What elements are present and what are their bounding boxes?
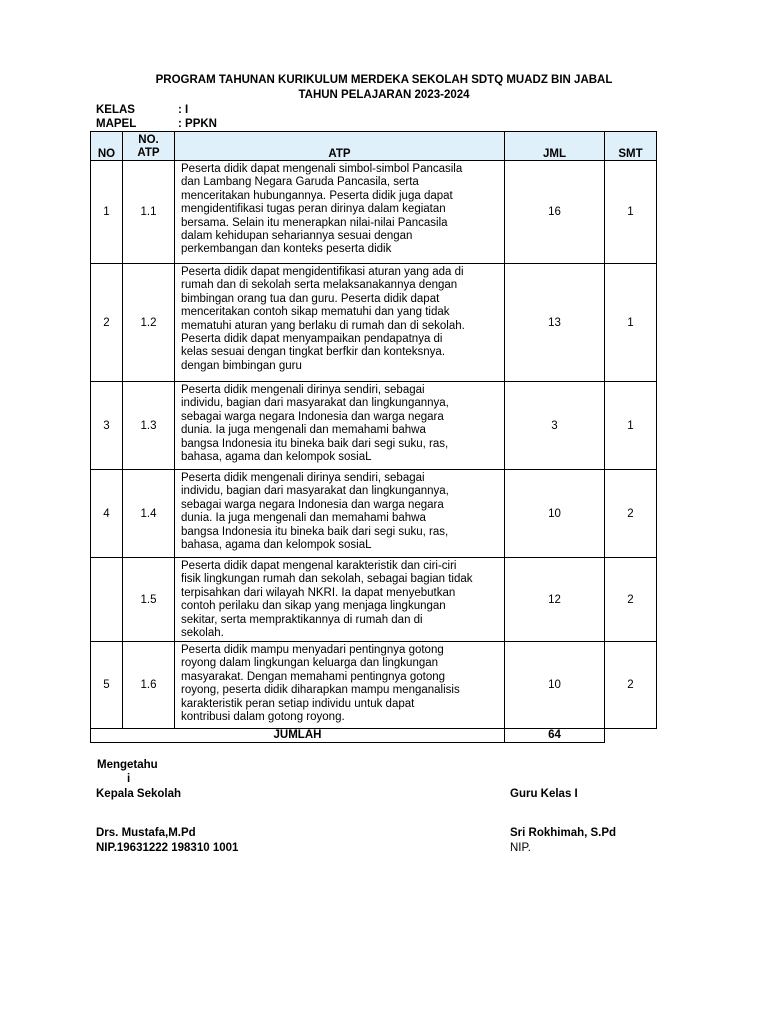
mengetahui-label-wrap: i	[127, 773, 131, 785]
atp-line: Peserta didik mampu menyadari pentingnya gotong	[181, 644, 444, 656]
row-jml: 10	[505, 470, 605, 558]
row-atp-text	[175, 382, 505, 470]
atp-line: terpisahkan dari wilayah NKRI. Ia dapat menyebutkan	[181, 586, 456, 599]
atp-line: bimbingan orang tua dan guru. Peserta didik dapat	[181, 292, 440, 305]
jumlah-empty-cell	[605, 729, 657, 743]
row-no-atp: 1.1	[123, 161, 175, 264]
atp-line: menceritakan hubungannya. Peserta didik juga dapat	[181, 189, 453, 202]
row-atp-text	[175, 470, 505, 558]
atp-line: royong, peserta didik diharapkan mampu menganalisis	[181, 684, 460, 697]
row-no	[91, 558, 123, 642]
atp-line: dunia. Ia juga mengenali dan memahami bahwa	[181, 424, 426, 437]
program-table	[90, 131, 657, 743]
row-no: 2	[91, 264, 123, 382]
kepala-sekolah-nip: NIP.19631222 198310 1001	[96, 842, 239, 854]
kepala-sekolah-name: Drs. Mustafa,M.Pd	[96, 827, 196, 839]
mapel-label: MAPEL	[96, 118, 137, 130]
row-smt: 2	[605, 558, 657, 642]
atp-line: masyarakat. Dengan memahami pentingnya gotong	[181, 670, 446, 683]
atp-line: bersama. Selain itu menerapkan nilai-nilai Pancasila	[181, 216, 448, 229]
row-jml: 16	[505, 161, 605, 264]
table-header-row	[91, 132, 657, 161]
table-row	[91, 558, 657, 642]
atp-line: mematuhi aturan yang berlaku di rumah dan di sekolah.	[181, 319, 465, 332]
atp-line: menceritakan contoh sikap mematuhi dan yang tidak	[181, 306, 450, 319]
row-no-atp: 1.2	[123, 264, 175, 382]
atp-line: rumah dan di sekolah serta melaksanakannya dengan	[181, 279, 458, 292]
atp-line: kontribusi dalam gotong royong.	[181, 711, 345, 724]
row-atp-text	[175, 558, 505, 642]
row-jml: 13	[505, 264, 605, 382]
row-smt: 2	[605, 470, 657, 558]
table-row	[91, 470, 657, 558]
table-row	[91, 642, 657, 729]
table-row	[91, 382, 657, 470]
atp-line: Peserta didik mengenali dirinya sendiri, sebagai	[181, 384, 425, 396]
atp-line: sekolah.	[181, 627, 224, 640]
row-atp-text	[175, 264, 505, 382]
atp-line: dalam kehidupan sehariannya sesuai dengan	[181, 230, 413, 243]
atp-line: karakteristik peran setiap individu untuk dapat	[181, 697, 415, 710]
row-atp-text	[175, 642, 505, 729]
header-no-atp	[123, 132, 175, 161]
guru-kelas-nip: NIP.	[510, 842, 531, 854]
atp-line: bahasa, agama dan kelompok sosiaL	[181, 539, 372, 552]
kepala-sekolah-title: Kepala Sekolah	[96, 788, 182, 800]
row-no-atp: 1.6	[123, 642, 175, 729]
row-jml: 3	[505, 382, 605, 470]
kelas-value: : I	[178, 104, 189, 116]
row-no-atp: 1.5	[123, 558, 175, 642]
jumlah-label: JUMLAH	[91, 729, 505, 743]
atp-line: mengidentifikasi tugas peran dirinya dalam kegiatan	[181, 203, 446, 216]
atp-line: kelas sesuai dengan tingkat berfkir dan konteksnya.	[181, 346, 446, 359]
row-no: 5	[91, 642, 123, 729]
row-no: 4	[91, 470, 123, 558]
atp-line: dan Lambang Negara Garuda Pancasila, serta	[181, 176, 419, 189]
atp-line: dunia. Ia juga mengenali dan memahami bahwa	[181, 512, 426, 525]
atp-line: dengan bimbingan guru	[181, 359, 302, 372]
atp-line: bangsa Indonesia itu bineka baik dari segi suku, ras,	[181, 437, 449, 450]
header-smt: SMT	[605, 132, 657, 161]
atp-line: contoh perilaku dan sikap yang menjaga lingkungan	[181, 600, 446, 613]
atp-line: individu, bagian dari masyarakat dan lingkungannya,	[181, 485, 449, 498]
atp-line: Peserta didik dapat mengenali simbol-simbol Pancasila	[181, 163, 463, 175]
atp-line: royong dalam lingkungan keluarga dan lingkungan	[181, 657, 439, 670]
document-title: PROGRAM TAHUNAN KURIKULUM MERDEKA SEKOLAH SDTQ MUADZ BIN JABAL	[155, 74, 613, 86]
row-jml: 10	[505, 642, 605, 729]
header-atp: ATP	[175, 132, 505, 161]
guru-kelas-title: Guru Kelas I	[510, 788, 578, 800]
row-jml: 12	[505, 558, 605, 642]
atp-line: sebagai warga negara Indonesia dan warga negara	[181, 410, 444, 423]
atp-line: Peserta didik dapat menyampaikan pendapatnya di	[181, 333, 443, 346]
atp-line: Peserta didik dapat mengenal karakteristik dan ciri-ciri	[181, 560, 457, 572]
header-no-atp-line2: ATP	[137, 147, 160, 159]
row-atp-text	[175, 161, 505, 264]
header-no-atp-line1: NO.	[138, 134, 159, 146]
row-smt: 1	[605, 382, 657, 470]
header-jml: JML	[505, 132, 605, 161]
atp-line: bangsa Indonesia itu bineka baik dari segi suku, ras,	[181, 525, 449, 538]
atp-line: perkembangan dan konteks peserta didik	[181, 243, 392, 256]
atp-line: Peserta didik dapat mengidentifikasi aturan yang ada di	[181, 266, 464, 278]
table-row	[91, 264, 657, 382]
kelas-label: KELAS	[96, 104, 135, 116]
atp-line: individu, bagian dari masyarakat dan lingkungannya,	[181, 397, 449, 410]
guru-kelas-name: Sri Rokhimah, S.Pd	[510, 827, 617, 839]
row-smt: 1	[605, 161, 657, 264]
row-no-atp: 1.4	[123, 470, 175, 558]
row-smt: 2	[605, 642, 657, 729]
atp-line: sebagai warga negara Indonesia dan warga negara	[181, 498, 444, 511]
table-row	[91, 161, 657, 264]
header-no: NO	[91, 132, 123, 161]
row-smt: 1	[605, 264, 657, 382]
atp-line: bahasa, agama dan kelompok sosiaL	[181, 451, 372, 464]
jumlah-value: 64	[505, 729, 605, 743]
atp-line: fisik lingkungan rumah dan sekolah, sebagai bagian tidak	[181, 573, 473, 586]
document-subtitle: TAHUN PELAJARAN 2023-2024	[298, 89, 470, 101]
row-no: 3	[91, 382, 123, 470]
mapel-value: : PPKN	[178, 118, 217, 130]
row-no-atp: 1.3	[123, 382, 175, 470]
jumlah-row	[91, 729, 657, 743]
mengetahui-label: Mengetahu	[97, 759, 158, 771]
row-no: 1	[91, 161, 123, 264]
atp-line: Peserta didik mengenali dirinya sendiri, sebagai	[181, 472, 425, 484]
atp-line: sekitar, serta mempraktikannya di rumah dan di	[181, 613, 423, 626]
